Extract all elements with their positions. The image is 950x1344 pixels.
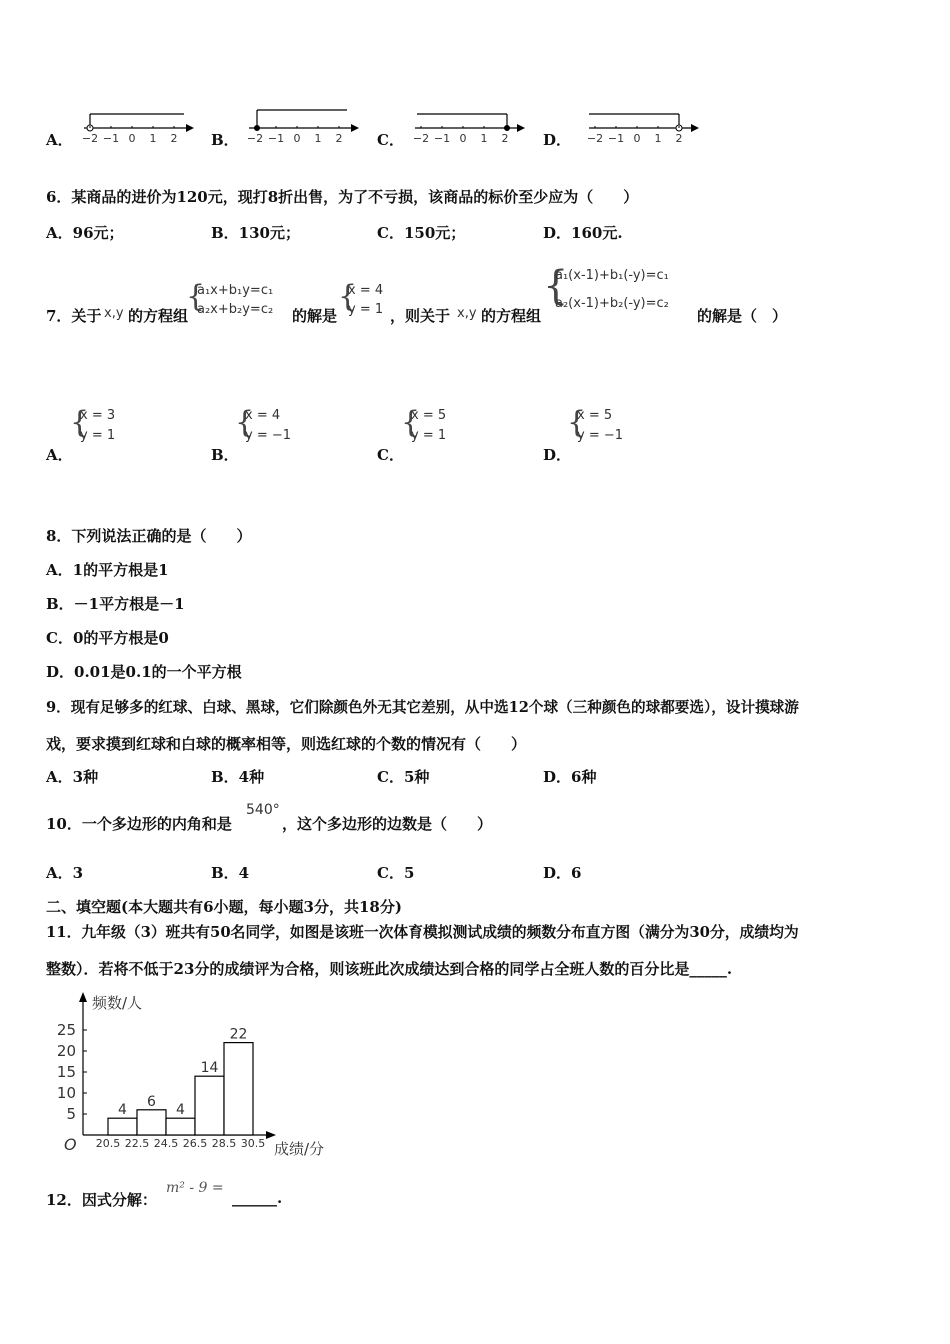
histogram-bar [166, 1118, 195, 1135]
y-tick-label: 20 [56, 1042, 76, 1060]
q7-stem-part-f: 的解是（ ） [697, 307, 788, 325]
q10-stem-part-a: 10．一个多边形的内角和是 [46, 815, 232, 833]
q7-option-b-line1: x = 4 [245, 408, 281, 423]
x-tick-label: 24.5 [153, 1137, 179, 1150]
q9-option-c: C．5种 [377, 768, 430, 786]
numberline-tick-label: −2 [246, 132, 264, 145]
q7-xy-2: x,y [457, 306, 477, 321]
q12-expression: m² - 9 = [166, 1180, 224, 1196]
q7-sol-brace: { [338, 279, 358, 314]
q10-option-c: C．5 [377, 864, 415, 882]
numberline-tick-label: −2 [586, 132, 604, 145]
q7-sys1-line2: a₂x+b₂y=c₂ [197, 302, 274, 317]
q7-option-c-line2: y = 1 [411, 428, 447, 443]
q7-option-b-brace: { [235, 405, 255, 440]
y-tick-label: 25 [56, 1021, 76, 1039]
q6-stem: 6．某商品的进价为120元，现打8折出售，为了不亏损，该商品的标价至少应为（ ） [46, 188, 639, 206]
q5-option-a-numberline [80, 100, 200, 146]
y-tick-label: 10 [56, 1084, 76, 1102]
q7-xy: x,y [104, 306, 124, 321]
q7-option-c-line1: x = 5 [411, 408, 447, 423]
x-tick-label: 30.5 [240, 1137, 266, 1150]
q7-option-a-brace: { [70, 405, 90, 440]
q12-blank: ______. [232, 1189, 283, 1207]
q7-option-d-label: D． [543, 446, 572, 464]
numberline-tick-label: 0 [459, 132, 467, 145]
q7-stem-part-a: 7．关于 [46, 307, 102, 325]
q8-option-c: C．0的平方根是0 [46, 629, 169, 647]
histogram-bar [108, 1118, 137, 1135]
x-axis-arrow [266, 1131, 276, 1139]
y-axis-label: 频数/人 [92, 994, 143, 1012]
q7-sys1-brace: { [186, 279, 206, 314]
q6-option-d: D．160元. [543, 224, 623, 242]
y-axis-arrow [79, 992, 87, 1002]
numberline-tick-label: 2 [501, 132, 509, 145]
q7-sys2-brace: { [543, 263, 569, 309]
numberline-tick-label: −1 [102, 132, 120, 145]
q9-stem-line2: 戏，要求摸到红球和白球的概率相等，则选红球的个数的情况有（ ） [46, 735, 527, 753]
x-tick-label: 22.5 [124, 1137, 150, 1150]
q7-option-d-line1: x = 5 [577, 408, 613, 423]
q9-option-a: A．3种 [46, 768, 99, 786]
numberline-tick-label: 0 [128, 132, 136, 145]
origin-label: O [64, 1135, 77, 1154]
q5-option-c-label: C． [377, 131, 404, 149]
y-tick-label: 15 [56, 1063, 76, 1081]
q7-sys2-line2: a₂(x-1)+b₂(-y)=c₂ [555, 296, 669, 311]
q5-option-b-numberline [245, 100, 365, 146]
q7-option-a-line2: y = 1 [80, 428, 116, 443]
q7-option-b-line2: y = −1 [245, 428, 292, 443]
numberline-tick-label: 1 [149, 132, 157, 145]
numberline-tick-label: 0 [633, 132, 641, 145]
q7-stem-part-e: 的方程组 [481, 307, 542, 325]
histogram-bar [195, 1076, 224, 1135]
q7-option-b-label: B． [211, 446, 239, 464]
bar-value-label: 4 [118, 1102, 127, 1119]
q11-stem-line2: 整数）．若将不低于23分的成绩评为合格，则该班此次成绩达到合格的同学占全班人数的百分比是_____. [46, 960, 733, 978]
histogram-bar [137, 1110, 166, 1135]
q9-option-d: D．6种 [543, 768, 597, 786]
q10-stem-part-b: ，这个多边形的边数是（ ） [282, 815, 493, 833]
q7-sol-line1: x = 4 [348, 283, 384, 298]
q10-option-a: A．3 [46, 864, 84, 882]
q11-stem-line1: 11．九年级（3）班共有50名同学，如图是该班一次体育模拟测试成绩的频数分布直方图（满分为30分，成绩均为 [46, 924, 799, 941]
numberline-tick-label: 0 [293, 132, 301, 145]
q8-option-a: A．1的平方根是1 [46, 561, 169, 579]
q8-option-b: B．－1平方根是－1 [46, 595, 185, 613]
q6-option-a: A．96元； [46, 224, 124, 242]
bar-value-label: 4 [176, 1102, 185, 1119]
q7-option-d-brace: { [567, 405, 587, 440]
q12-stem: 12．因式分解： [46, 1191, 157, 1209]
bar-value-label: 22 [229, 1026, 248, 1043]
q5-option-a-label: A． [46, 131, 73, 149]
q7-option-a-line1: x = 3 [80, 408, 116, 423]
numberline-tick-label: 1 [314, 132, 322, 145]
q6-option-c: C．150元； [377, 224, 466, 242]
q7-stem-part-c: 的解是 [292, 307, 338, 325]
numberline-tick-label: −1 [267, 132, 285, 145]
q10-option-b: B．4 [211, 864, 250, 882]
q7-option-a-label: A． [46, 446, 73, 464]
section-2-heading: 二、填空题(本大题共有6小题，每小题3分，共18分) [46, 898, 402, 916]
x-tick-label: 26.5 [182, 1137, 208, 1150]
x-axis-label: 成绩/分 [274, 1140, 325, 1158]
numberline-tick-label: 2 [335, 132, 343, 145]
q9-option-b: B．4种 [211, 768, 265, 786]
numberline-tick-label: −1 [433, 132, 451, 145]
numberline-tick-label: 1 [480, 132, 488, 145]
q6-option-b: B．130元； [211, 224, 300, 242]
q5-option-b-label: B． [211, 131, 239, 149]
numberline-tick-label: 2 [170, 132, 178, 145]
q7-stem-part-d: ，则关于 [390, 307, 451, 325]
bar-value-label: 6 [147, 1093, 156, 1110]
q7-sol-line2: y = 1 [348, 302, 384, 317]
numberline-tick-label: 1 [654, 132, 662, 145]
q5-option-d-label: D． [543, 131, 572, 149]
q5-option-c-numberline [411, 100, 531, 146]
q11-histogram [50, 988, 350, 1163]
x-tick-label: 20.5 [95, 1137, 121, 1150]
q9-stem-line1: 9．现有足够多的红球、白球、黑球，它们除颜色外无其它差别，从中选12个球（三种颜色的球都要选），设计摸球游 [46, 699, 799, 716]
x-tick-label: 28.5 [211, 1137, 237, 1150]
numberline-tick-label: −2 [412, 132, 430, 145]
numberline-tick-label: 2 [675, 132, 683, 145]
q5-option-d-numberline [585, 100, 705, 146]
y-tick-label: 5 [66, 1105, 76, 1123]
q10-option-d: D．6 [543, 864, 582, 882]
q7-option-c-label: C． [377, 446, 404, 464]
q7-stem-part-b: 的方程组 [128, 307, 189, 325]
numberline-tick-label: −2 [81, 132, 99, 145]
q8-option-d: D．0.01是0.1的一个平方根 [46, 663, 242, 681]
q8-stem: 8．下列说法正确的是（ ） [46, 527, 252, 545]
bar-value-label: 14 [200, 1060, 219, 1077]
q7-sys2-line1: a₁(x-1)+b₁(-y)=c₁ [555, 268, 669, 283]
numberline-tick-label: −1 [607, 132, 625, 145]
histogram-bar [224, 1043, 253, 1135]
q7-option-c-brace: { [401, 405, 421, 440]
q10-angle: 540° [246, 802, 280, 818]
q7-option-d-line2: y = −1 [577, 428, 624, 443]
q7-sys1-line1: a₁x+b₁y=c₁ [197, 283, 274, 298]
